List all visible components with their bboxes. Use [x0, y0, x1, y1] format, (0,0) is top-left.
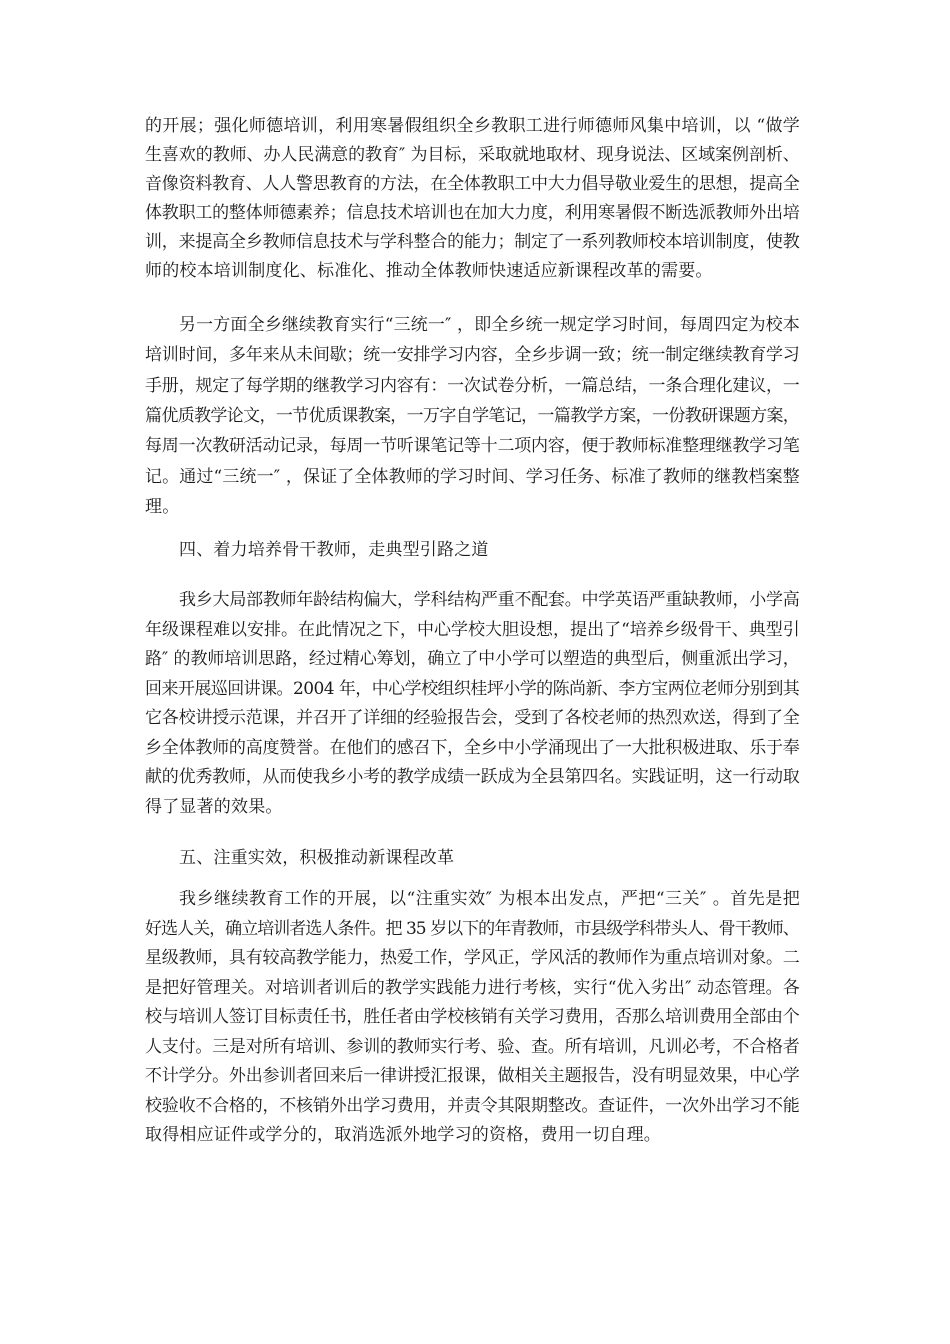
paragraph-line: 取得相应证件或学分的，取消选派外地学习的资格，费用一切自理。	[145, 1125, 661, 1145]
paragraph-line: 生喜欢的教师、办人民满意的教育″ 为目标，采取就地取材、现身说法、区域案例剖析、	[145, 145, 800, 165]
paragraph-line: 星级教师，具有较高教学能力，热爱工作，学风正，学风活的教师作为重点培训对象。二	[145, 948, 800, 968]
paragraph-line: 记。通过“三统一″ ，保证了全体教师的学习时间、学习任务、标准了教师的继教档案整	[145, 467, 800, 487]
section-heading: 四、着力培养骨干教师，走典型引路之道	[179, 540, 489, 560]
paragraph-line: 人支付。三是对所有培训、参训的教师实行考、验、查。所有培训，凡训必考，不合格者	[145, 1037, 800, 1057]
paragraph-line: 得了显著的效果。	[145, 797, 283, 817]
paragraph-line: 体教职工的整体师德素养；信息技术培训也在加大力度，利用寒暑假不断选派教师外出培	[145, 203, 800, 223]
paragraph-line: 理。	[145, 497, 180, 517]
paragraph-line: 我乡大局部教师年龄结构偏大，学科结构严重不配套。中学英语严重缺教师，小学高	[179, 590, 800, 610]
paragraph-line: 校与培训人签订目标责任书，胜任者由学校核销有关学习费用，否那么培训费用全部由个	[145, 1007, 800, 1027]
paragraph-line: 年级课程难以安排。在此情况之下，中心学校大胆设想，提出了“培养乡级骨干、典型引	[145, 620, 800, 640]
paragraph-line: 校验收不合格的，不核销外出学习费用，并责令其限期整改。查证件，一次外出学习不能	[145, 1096, 800, 1116]
paragraph-line: 训，来提高全乡教师信息技术与学科整合的能力；制定了一系列教师校本培训制度，使教	[145, 232, 800, 252]
paragraph-line: 好选人关，确立培训者选人条件。把 35 岁以下的年青教师，市县级学科带头人、骨干教师、	[145, 919, 799, 939]
paragraph-line: 音像资料教育、人人警思教育的方法，在全体教职工中大力倡导敬业爱生的思想，提高全	[145, 174, 800, 194]
paragraph-line: 乡全体教师的高度赞誉。在他们的感召下，全乡中小学涌现出了一大批积极进取、乐于奉	[145, 738, 800, 758]
paragraph-line: 它各校讲授示范课，并召开了详细的经验报告会，受到了各校老师的热烈欢送，得到了全	[145, 708, 800, 728]
paragraph-line: 不计学分。外出参训者回来后一律讲授汇报课，做相关主题报告，没有明显效果，中心学	[145, 1066, 800, 1086]
paragraph-line: 篇优质教学论文，一节优质课教案，一万字自学笔记，一篇教学方案，一份教研课题方案，	[145, 406, 800, 426]
paragraph-line: 路″ 的教师培训思路，经过精心筹划，确立了中小学可以塑造的典型后，侧重派出学习，	[145, 649, 800, 669]
paragraph-line: 手册，规定了每学期的继教学习内容有：一次试卷分析，一篇总结，一条合理化建议，一	[145, 376, 800, 396]
paragraph-line: 每周一次教研活动记录，每周一节听课笔记等十二项内容，便于教师标准整理继教学习笔	[145, 436, 800, 456]
section-heading: 五、注重实效，积极推动新课程改革	[179, 848, 455, 868]
paragraph-line: 的开展；强化师德培训，利用寒暑假组织全乡教职工进行师德师风集中培训，以 “做学	[145, 116, 801, 136]
paragraph-line: 献的优秀教师，从而使我乡小考的教学成绩一跃成为全县第四名。实践证明，这一行动取	[145, 767, 800, 787]
paragraph-line: 回来开展巡回讲课。2004 年，中心学校组织桂坪小学的陈尚新、李方宝两位老师分别到其	[145, 679, 800, 699]
paragraph-line: 另一方面全乡继续教育实行“三统一″ ，即全乡统一规定学习时间，每周四定为校本	[179, 315, 800, 335]
paragraph-line: 是把好管理关。对培训者训后的教学实践能力进行考核，实行“优入劣出″ 动态管理。各	[145, 978, 800, 998]
paragraph-line: 培训时间，多年来从未间歇；统一安排学习内容，全乡步调一致；统一制定继续教育学习	[145, 345, 800, 365]
paragraph-line: 我乡继续教育工作的开展，以“注重实效″ 为根本出发点，严把“三关″ 。首先是把	[179, 889, 801, 909]
paragraph-line: 师的校本培训制度化、标准化、推动全体教师快速适应新课程改革的需要。	[145, 261, 713, 281]
